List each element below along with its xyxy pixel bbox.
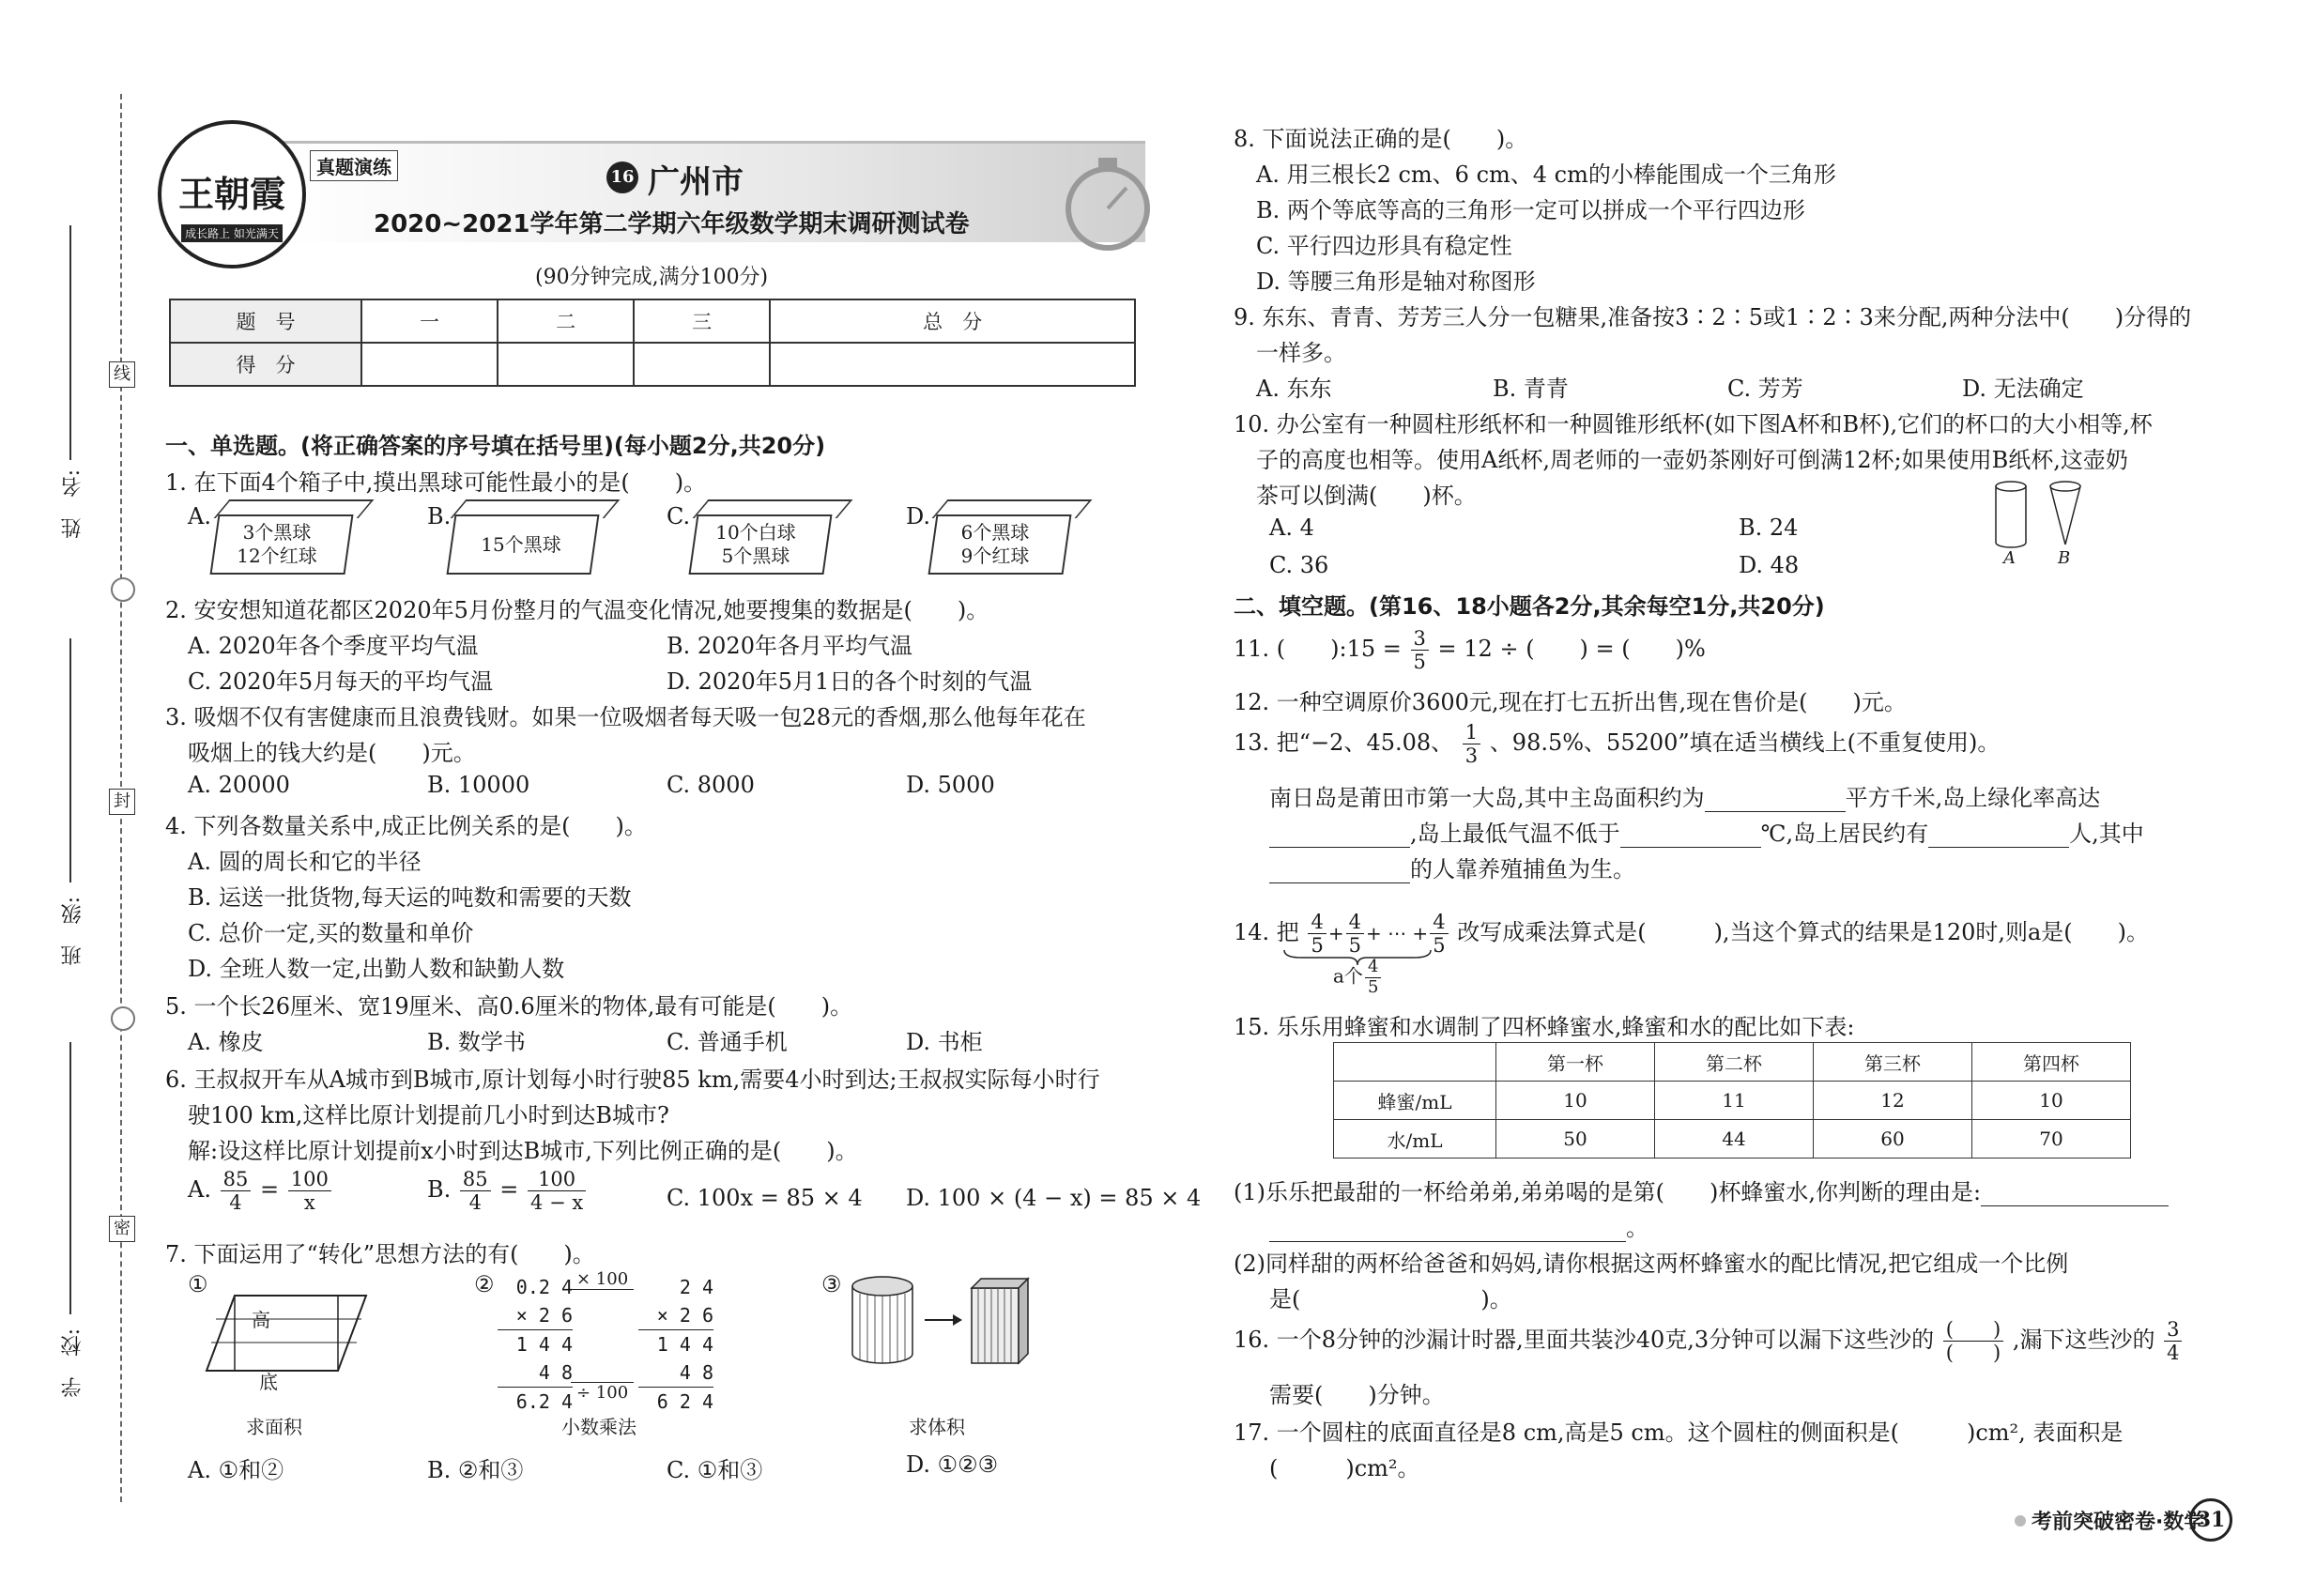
logo-slogan: 成长路上 如光满天 [181, 224, 283, 242]
brand-logo [158, 120, 306, 269]
table-cell: 蜂蜜/mL [1334, 1082, 1496, 1120]
q14-line: 14. 把 $\frac{4}{5}$ + $\frac{4}{5}$ + ⋯ + $\frac{4}{5}$ 改写成乘法算式是( ),当这个算式的结果是120时,则a是( )。 [1234, 911, 2150, 958]
q4-stem: 4. 下列各数量关系中,成正比例关系的是( )。 [165, 813, 647, 839]
q6-option-b: B. $\frac{85}{4}$ = $\frac{100}{4 - x}$ [427, 1168, 588, 1214]
q16-line1: 16. 一个8分钟的沙漏计时器,里面共装沙40克,3分钟可以漏下这些沙的 $\frac{( )}{( )}$ ,漏下这些沙的 $\frac{3}{4}$ [1234, 1318, 2184, 1364]
q15-sub2-line1: (2)同样甜的两杯给爸爸和妈妈,请你根据这两杯蜂蜜水的配比情况,把它组成一个比例 [1234, 1251, 2069, 1277]
q15-sub1-line1: (1)乐乐把最甜的一杯给弟弟,弟弟喝的是第( )杯蜂蜜水,你判断的理由是: [1234, 1174, 2169, 1206]
q10-option-a: A. 4 [1269, 514, 1314, 541]
q1-stem: 1. 在下面4个箱子中,摸出黑球可能性最小的是( )。 [165, 469, 707, 496]
page-number: 31 [2189, 1498, 2232, 1542]
school-label: 学 校: [61, 1328, 84, 1398]
score-head-cell: 一 [361, 299, 498, 343]
q13-blank[interactable] [1928, 826, 2069, 848]
q15-ratio-table [1333, 1042, 2131, 1159]
q4-option-b: B. 运送一批货物,每天运的吨数和需要的天数 [188, 884, 632, 911]
q7-fig3-number: ③ [821, 1271, 842, 1297]
q12-stem: 12. 一种空调原价3600元,现在打七五折出售,现在售价是( )元。 [1234, 689, 1907, 715]
q13-blank-line1: 南日岛是莆田市第一大岛,其中主岛面积约为 平方千米,岛上绿化率高达 [1269, 785, 2101, 811]
q7-cylinder-figure [845, 1269, 1033, 1373]
q1-option-b-letter: B. [427, 503, 452, 529]
q13-blank[interactable] [1705, 790, 1846, 812]
q7-fig2-arrow-bottom: ÷ 100 [571, 1382, 634, 1403]
q9-option-a: A. 东东 [1256, 376, 1332, 402]
q9-option-d: D. 无法确定 [1962, 376, 2084, 402]
table-cell: 第一杯 [1496, 1043, 1655, 1082]
footer-text: 考前突破密卷·数学 [2032, 1511, 2205, 1534]
q1-box-d-lid [932, 499, 1093, 518]
score-head-cell: 二 [498, 299, 634, 343]
q3-option-a: A. 20000 [188, 772, 290, 798]
q8-stem: 8. 下面说法正确的是( )。 [1234, 126, 1528, 152]
q6-stem-line1: 6. 王叔叔开车从A城市到B城市,原计划每小时行驶85 km,需要4小时到达;王叔叔实际每小时行 [165, 1067, 1100, 1093]
table-cell: 44 [1655, 1120, 1814, 1159]
q5-option-b: B. 数学书 [427, 1029, 526, 1055]
table-cell: 第三杯 [1814, 1043, 1972, 1082]
table-cell: 11 [1655, 1082, 1814, 1120]
class-label: 班 级: [61, 897, 84, 966]
table-cell: 第四杯 [1972, 1043, 2131, 1082]
table-row [1334, 1043, 2131, 1082]
q2-option-a: A. 2020年各个季度平均气温 [188, 633, 479, 659]
score-head-cell: 三 [634, 299, 770, 343]
q15-reason-blank[interactable] [1981, 1185, 2169, 1206]
q7-stem: 7. 下面运用了“转化”思想方法的有( )。 [165, 1241, 595, 1267]
q5-option-a: A. 橡皮 [188, 1029, 264, 1055]
binding-seal-char: 封 [109, 789, 135, 815]
q1-box-c-text: 10个白球 5个黑球 [715, 521, 796, 567]
table-cell: 60 [1814, 1120, 1972, 1159]
q15-stem: 15. 乐乐用蜂蜜和水调制了四杯蜂蜜水,蜂蜜和水的配比如下表: [1234, 1014, 1855, 1040]
q2-option-b: B. 2020年各月平均气温 [667, 633, 912, 659]
q3-stem-line1: 3. 吸烟不仅有害健康而且浪费钱财。如果一位吸烟者每天吸一包28元的香烟,那么他每年花在 [165, 704, 1086, 730]
section2-heading: 二、填空题。(第16、18小题各2分,其余每空1分,共20分) [1234, 593, 1825, 620]
footer-dot [2015, 1515, 2026, 1527]
q8-option-c: C. 平行四边形具有稳定性 [1256, 233, 1512, 259]
q16-line2: 需要( )分钟。 [1269, 1382, 1445, 1408]
q10-option-b: B. 24 [1739, 514, 1799, 541]
name-field[interactable] [61, 225, 92, 545]
binding-hole-2 [111, 1006, 135, 1031]
name-label: 姓 名: [61, 469, 84, 539]
q3-option-b: B. 10000 [427, 772, 530, 798]
q6-stem-line2: 驶100 km,这样比原计划提前几小时到达B城市? [188, 1102, 669, 1128]
q1-box-d-text: 6个黑球 9个红球 [960, 521, 1030, 567]
score-input-cell[interactable] [634, 343, 770, 386]
q13-blank[interactable] [1620, 826, 1761, 848]
q7-fig2-caption: 小数乘法 [561, 1416, 636, 1438]
q1-box-c-lid [693, 499, 853, 518]
q17-line1: 17. 一个圆柱的底面直径是8 cm,高是5 cm。这个圆柱的侧面积是( )cm², 表面积是 [1234, 1420, 2124, 1446]
table-cell: 70 [1972, 1120, 2131, 1159]
q15-sub1-line2: 。 [1269, 1209, 1648, 1242]
class-field[interactable] [61, 638, 92, 995]
q1-box-a-lid [214, 499, 375, 518]
q10-option-d: D. 48 [1739, 552, 1800, 578]
stopwatch-icon [1051, 150, 1164, 253]
q7-fig1-number: ① [188, 1271, 208, 1297]
q13-blank-line3: 的人靠养殖捕鱼为生。 [1269, 851, 1635, 883]
table-cell: 10 [1972, 1082, 2131, 1120]
q7-fig2-number: ② [474, 1271, 495, 1297]
table-row [1334, 1082, 2131, 1120]
table-cell: 10 [1496, 1082, 1655, 1120]
q9-option-b: B. 青青 [1493, 376, 1569, 402]
score-head-cell: 总 分 [770, 299, 1135, 343]
score-input-cell[interactable] [770, 343, 1135, 386]
q3-option-c: C. 8000 [667, 772, 755, 798]
q4-option-d: D. 全班人数一定,出勤人数和缺勤人数 [188, 956, 565, 982]
q13-line: 13. 把“−2、45.08、 $\frac{1}{3}$ 、98.5%、55200”填在适当横线上(不重复使用)。 [1234, 721, 2001, 768]
q9-stem-line2: 一样多。 [1256, 340, 1346, 366]
paper-number: 16 [606, 161, 638, 193]
table-cell [1334, 1043, 1496, 1082]
q1-box-a-text: 3个黑球 12个红球 [237, 521, 317, 567]
q1-box-b-lid [451, 499, 621, 518]
logo-name: 王朝霞 [177, 173, 285, 215]
school-field[interactable] [61, 1042, 92, 1455]
q13-blank[interactable] [1269, 862, 1410, 883]
q7-parallelogram-figure [197, 1286, 376, 1389]
q7-fig2-arrow-top: × 100 [571, 1269, 634, 1290]
score-table [169, 299, 1136, 387]
q10-stem-line2: 子的高度也相等。使用A纸杯,周老师的一壶奶茶刚好可倒满12杯;如果使用B纸杯,这壶奶 [1256, 447, 2128, 473]
q7-fig1-base: 底 [259, 1371, 278, 1393]
score-header-row [170, 299, 1135, 343]
q7-option-c: C. ①和③ [667, 1457, 763, 1483]
q6-option-c: C. 100x = 85 × 4 [667, 1185, 863, 1211]
q7-fig2-right-calc: 2 4 × 2 6 1 4 4 4 8 6 2 4 [638, 1273, 713, 1416]
binding-hole-1 [111, 577, 135, 602]
q7-option-b: B. ②和③ [427, 1457, 524, 1483]
q8-option-a: A. 用三根长2 cm、6 cm、4 cm的小棒能围成一个三角形 [1256, 161, 1836, 188]
score-input-cell[interactable] [361, 343, 498, 386]
q10-cup-a-label: A [2003, 548, 2016, 568]
q10-cup-b-label: B [2058, 548, 2071, 568]
q10-option-c: C. 36 [1269, 552, 1329, 578]
q2-stem: 2. 安安想知道花都区2020年5月份整月的气温变化情况,她要搜集的数据是( )。 [165, 597, 989, 623]
score-input-cell[interactable] [498, 343, 634, 386]
exam-subtitle: (90分钟完成,满分100分) [535, 266, 769, 289]
q10-stem-line1: 10. 办公室有一种圆柱形纸杯和一种圆锥形纸杯(如下图A杯和B杯),它们的杯口的大小相等,杯 [1234, 411, 2153, 437]
q3-option-d: D. 5000 [906, 772, 995, 798]
q7-fig2-left-calc: 0.2 4 × 2 6 1 4 4 4 8 6.2 4 [498, 1273, 573, 1416]
binding-line-char: 线 [109, 361, 135, 388]
q2-option-c: C. 2020年5月每天的平均气温 [188, 668, 494, 695]
q1-option-d-letter: D. [906, 503, 931, 529]
q1-box-b-text: 15个黑球 [481, 533, 561, 556]
q9-option-c: C. 芳芳 [1727, 376, 1803, 402]
table-cell: 12 [1814, 1082, 1972, 1120]
q3-stem-line2: 吸烟上的钱大约是( )元。 [188, 740, 476, 766]
q7-option-d: D. ①②③ [906, 1451, 999, 1478]
table-cell: 50 [1496, 1120, 1655, 1159]
q4-option-c: C. 总价一定,买的数量和单价 [188, 920, 474, 946]
q5-option-c: C. 普通手机 [667, 1029, 788, 1055]
q7-fig1-caption: 求面积 [246, 1416, 302, 1438]
q14-under-label: a个 $\frac{4}{5}$ [1333, 958, 1383, 997]
q9-stem-line1: 9. 东东、青青、芳芳三人分一包糖果,准备按3∶2∶5或1∶2∶3来分配,两种分法中( )分得的 [1234, 304, 2192, 330]
table-cell: 第二杯 [1655, 1043, 1814, 1082]
q15-sub2-line2: 是( )。 [1269, 1286, 1512, 1312]
q15-reason-blank[interactable] [1269, 1220, 1626, 1242]
city-title: 广州市 [648, 163, 744, 201]
q8-option-d: D. 等腰三角形是轴对称图形 [1256, 269, 1536, 295]
q13-blank-line2: ,岛上最低气温不低于 ℃,岛上居民约有 人,其中 [1269, 815, 2144, 848]
q6-stem-line3: 解:设这样比原计划提前x小时到达B城市,下列比例正确的是( )。 [188, 1138, 858, 1164]
q7-fig1-height: 高 [252, 1309, 270, 1331]
q1-option-c-letter: C. [667, 503, 691, 529]
table-cell: 水/mL [1334, 1120, 1496, 1159]
q2-option-d: D. 2020年5月1日的各个时刻的气温 [667, 668, 1033, 695]
q8-option-b: B. 两个等底等高的三角形一定可以拼成一个平行四边形 [1256, 197, 1805, 223]
score-value-row [170, 343, 1135, 386]
q6-option-a: A. $\frac{85}{4}$ = $\frac{100}{x}$ [188, 1168, 333, 1214]
score-label-cell: 得 分 [170, 343, 361, 386]
q1-option-a-letter: A. [188, 503, 211, 529]
q5-option-d: D. 书柜 [906, 1029, 983, 1055]
table-row [1334, 1120, 2131, 1159]
q6-option-d: D. 100 × (4 − x) = 85 × 4 [906, 1185, 1202, 1211]
q10-stem-line3: 茶可以倒满( )杯。 [1256, 483, 1477, 509]
section1-heading: 一、单选题。(将正确答案的序号填在括号里)(每小题2分,共20分) [165, 433, 826, 459]
q17-line2: ( )cm²。 [1269, 1455, 1420, 1481]
exam-title: 2020~2021学年第二学期六年级数学期末调研测试卷 [374, 210, 970, 238]
q13-blank[interactable] [1269, 826, 1410, 848]
q11-line: 11. ( ):15 = $\frac{3}{5}$ = 12 ÷ ( ) = ( )% [1234, 627, 1706, 674]
q5-stem: 5. 一个长26厘米、宽19厘米、高0.6厘米的物体,最有可能是( )。 [165, 993, 853, 1020]
q7-option-a: A. ①和② [188, 1457, 284, 1483]
binding-secret-char: 密 [109, 1216, 135, 1242]
exam-label: 真题演练 [310, 150, 398, 181]
q7-fig3-caption: 求体积 [909, 1416, 965, 1438]
q4-option-a: A. 圆的周长和它的半径 [188, 849, 422, 875]
score-head-cell: 题 号 [170, 299, 361, 343]
